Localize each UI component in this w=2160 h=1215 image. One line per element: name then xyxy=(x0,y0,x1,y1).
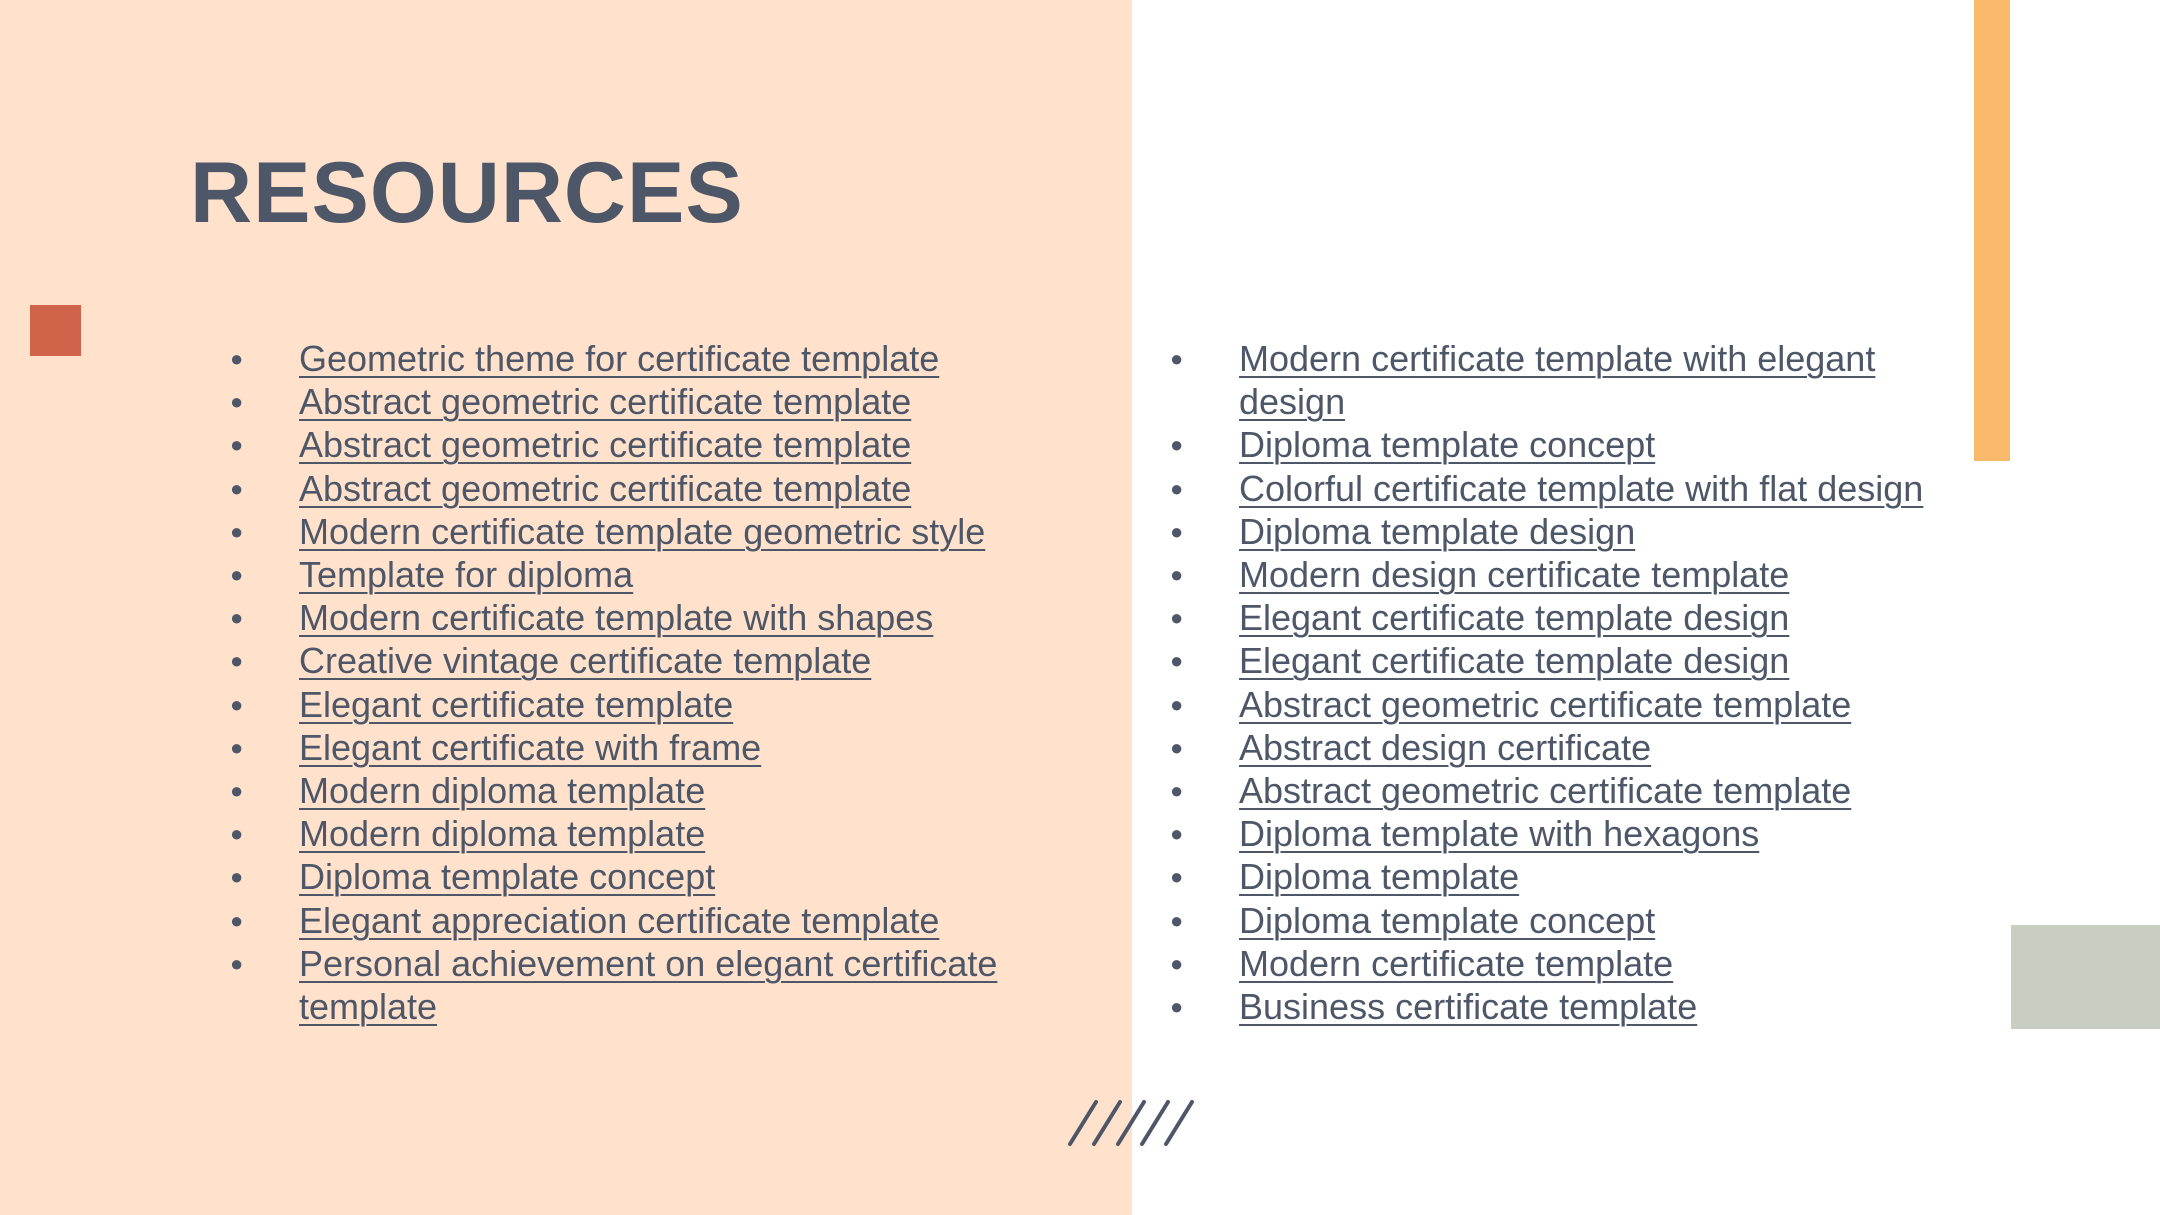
resource-list-item xyxy=(1160,985,1960,1028)
resource-link[interactable]: Modern diploma template xyxy=(299,770,706,812)
resource-list-item xyxy=(220,726,1040,769)
resource-list-left xyxy=(220,337,1040,1028)
resource-link[interactable]: Abstract geometric certificate template xyxy=(1239,770,1852,812)
resource-link[interactable]: Modern certificate template geometric style xyxy=(299,510,986,552)
bullet-icon: ● xyxy=(230,389,244,415)
resource-link[interactable]: Diploma template with hexagons xyxy=(1239,813,1760,855)
resource-list-item xyxy=(1160,467,1960,510)
resource-link[interactable]: Business certificate template xyxy=(1239,986,1698,1028)
bullet-icon: ● xyxy=(230,907,244,933)
bullet-icon: ● xyxy=(1170,734,1184,760)
resource-list-item xyxy=(220,769,1040,812)
bullet-icon: ● xyxy=(230,605,244,631)
bullet-icon: ● xyxy=(1170,950,1184,976)
bullet-icon: ● xyxy=(1170,907,1184,933)
slash-line xyxy=(1070,1102,1096,1144)
resource-link[interactable]: Elegant appreciation certificate template xyxy=(299,899,940,941)
resource-link[interactable]: Geometric theme for certificate template xyxy=(299,338,940,379)
resource-list-item xyxy=(1160,553,1960,596)
resource-list-item xyxy=(220,423,1040,466)
bullet-icon: ● xyxy=(230,691,244,717)
accent-square-shape xyxy=(30,305,81,356)
bullet-icon: ● xyxy=(1170,605,1184,631)
resource-link[interactable]: Elegant certificate template design xyxy=(1239,597,1790,639)
resource-link[interactable]: Template for diploma xyxy=(299,554,634,596)
bullet-icon: ● xyxy=(230,734,244,760)
resource-link[interactable]: Modern design certificate template xyxy=(1239,554,1790,596)
bullet-icon: ● xyxy=(230,821,244,847)
resource-link[interactable]: Creative vintage certificate template xyxy=(299,640,872,682)
resource-list-item xyxy=(220,683,1040,726)
resource-list-item xyxy=(1160,899,1960,942)
resource-link[interactable]: Diploma template concept xyxy=(299,856,716,898)
bullet-icon: ● xyxy=(1170,346,1184,371)
resource-list-item xyxy=(1160,855,1960,898)
bullet-icon: ● xyxy=(230,648,244,674)
resource-list-item xyxy=(220,899,1040,942)
resource-list-item xyxy=(1160,423,1960,466)
resource-link[interactable]: Abstract geometric certificate template xyxy=(1239,683,1852,725)
resource-list-item xyxy=(220,596,1040,639)
bullet-icon: ● xyxy=(230,432,244,458)
resource-list-item xyxy=(1160,683,1960,726)
resource-list-item xyxy=(220,639,1040,682)
resource-link[interactable]: Modern certificate template with elegant design xyxy=(1239,338,1876,423)
bullet-icon: ● xyxy=(1170,821,1184,847)
resource-list-item xyxy=(1160,726,1960,769)
sage-block-shape xyxy=(2011,925,2160,1029)
resource-link[interactable]: Modern certificate template with shapes xyxy=(299,597,934,639)
resource-link[interactable]: Personal achievement on elegant certificate template xyxy=(299,942,998,1028)
slash-line xyxy=(1118,1102,1144,1144)
resource-list-item xyxy=(220,812,1040,855)
resource-list-right xyxy=(1160,337,1960,1028)
slash-line xyxy=(1094,1102,1120,1144)
bullet-icon: ● xyxy=(1170,778,1184,804)
slash-lines-decoration xyxy=(1066,1098,1198,1148)
bullet-icon: ● xyxy=(230,950,244,976)
bullet-icon: ● xyxy=(230,475,244,501)
resource-link[interactable]: Elegant certificate template xyxy=(299,683,734,725)
resource-link[interactable]: Elegant certificate template design xyxy=(1239,640,1790,682)
orange-bar-shape xyxy=(1974,0,2010,461)
resource-list-item xyxy=(1160,812,1960,855)
bullet-icon: ● xyxy=(230,346,244,371)
resource-link[interactable]: Modern diploma template xyxy=(299,813,706,855)
bullet-icon: ● xyxy=(230,518,244,544)
slash-line xyxy=(1142,1102,1168,1144)
resource-link[interactable]: Abstract geometric certificate template xyxy=(299,424,912,466)
resource-list-item xyxy=(1160,337,1960,423)
resource-list-item xyxy=(220,855,1040,898)
resource-link[interactable]: Abstract geometric certificate template xyxy=(299,381,912,423)
bullet-icon: ● xyxy=(1170,864,1184,890)
resource-list-item xyxy=(220,380,1040,423)
resource-link[interactable]: Elegant certificate with frame xyxy=(299,726,762,768)
resource-link[interactable]: Diploma template design xyxy=(1239,510,1636,552)
bullet-icon: ● xyxy=(1170,994,1184,1020)
bullet-icon: ● xyxy=(1170,475,1184,501)
bullet-icon: ● xyxy=(1170,691,1184,717)
bullet-icon: ● xyxy=(230,562,244,588)
resource-list-item xyxy=(220,510,1040,553)
resource-link[interactable]: Colorful certificate template with flat design xyxy=(1239,467,1924,509)
bullet-icon: ● xyxy=(1170,648,1184,674)
bullet-icon: ● xyxy=(1170,562,1184,588)
slash-line xyxy=(1166,1102,1192,1144)
bullet-icon: ● xyxy=(1170,432,1184,458)
resource-list-item xyxy=(1160,942,1960,985)
resource-link[interactable]: Diploma template xyxy=(1239,856,1520,898)
resource-list-item xyxy=(1160,769,1960,812)
resource-link[interactable]: Abstract geometric certificate template xyxy=(299,467,912,509)
page-title: RESOURCES xyxy=(190,145,744,241)
resource-link[interactable]: Abstract design certificate xyxy=(1239,726,1652,768)
resource-list-item xyxy=(220,553,1040,596)
resource-list-item xyxy=(220,337,1040,380)
resource-list-item xyxy=(220,467,1040,510)
resource-list-item xyxy=(1160,510,1960,553)
bullet-icon: ● xyxy=(230,778,244,804)
resource-link[interactable]: Modern certificate template xyxy=(1239,942,1674,984)
resource-link[interactable]: Diploma template concept xyxy=(1239,424,1656,466)
bullet-icon: ● xyxy=(230,864,244,890)
resource-list-item xyxy=(220,942,1040,1028)
resource-list-item xyxy=(1160,596,1960,639)
resource-list-item xyxy=(1160,639,1960,682)
bullet-icon: ● xyxy=(1170,518,1184,544)
resource-link[interactable]: Diploma template concept xyxy=(1239,899,1656,941)
